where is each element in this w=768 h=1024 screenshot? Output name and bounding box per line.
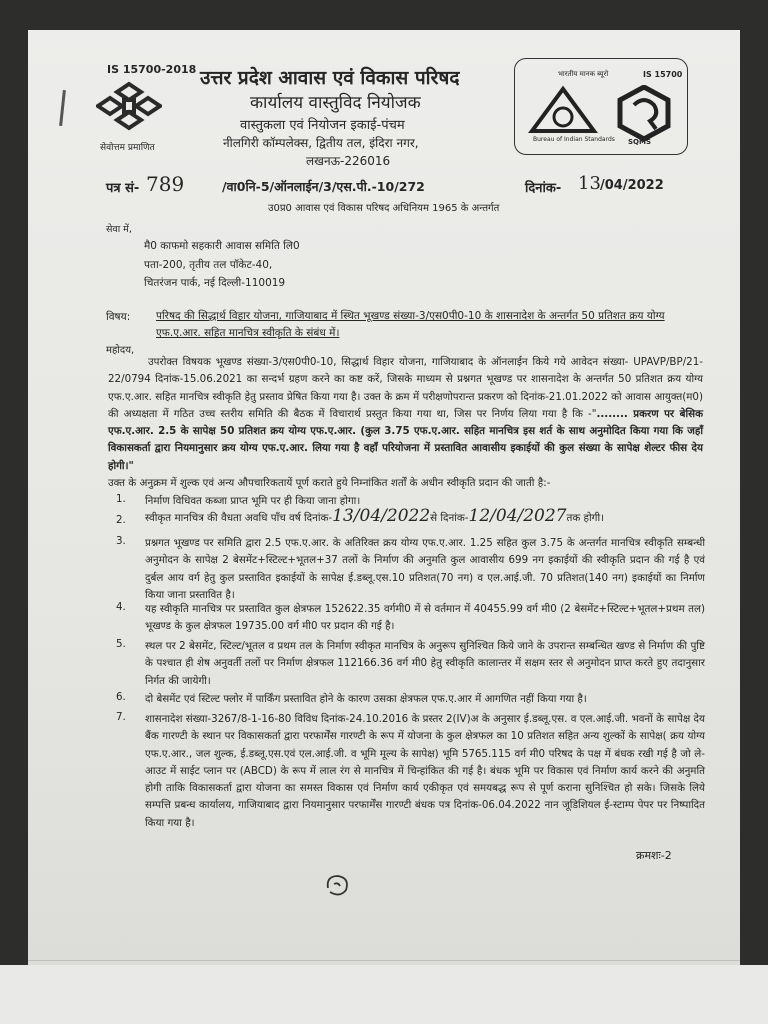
item-number: 6. bbox=[116, 691, 126, 703]
validity-text: तक होगी। bbox=[566, 512, 605, 524]
handwritten-start-date: 13/04/2022 bbox=[332, 506, 431, 526]
condition-item: शासनादेश संख्या-3267/8-1-16-80 विविध दिनांक-24.10.2016 के प्रस्तर 2(IV)अ के अनुसार ई.डब्लू.एस. व एल.आई.जी. भवनों के सापेक्ष देय बैंक गारण्टी के स्थान पर विकासकर्ता द्वारा परफार्मेंस गारण्टी के रूप में योजना के कुल क्षेत्रफल का 10 प्रतिशत सहित अन्य शुल्कों के सापेक्ष( क्रय योग्य एफ.ए.आर., जल शुल्क, ई.डब्लू.एस.एवं एल.आई.जी. व भूमि मूल्य के सापेक्ष) भूमि 5765.115 वर्ग मी0 परिषद के पक्ष में बंधक रखी गई है जो ले-आउट में साईट प्लान पर (ABCD) के रूप में लाल रंग से मानचित्र में चिन्हांकित की गई है। बंधक भूमि पर विकास एवं निर्माण कार्य करने की अनुमति होगी ताकि विकासकर्ता द्वारा योजना का समस्त विकास एवं निर्माण कार्य एकीकृत एवं समयबद्ध रूप से पूर्ण कराना सुनिश्चित हो सके। जिसके लिये सम्पत्ति प्रबन्ध कार्यालय, गाजियाबाद द्वारा नियमानुसार परफार्मेंस गारण्टी बंधक पत्र दिनांक-06.04.2022 नान जूडिशियल ई-स्टाम्प पेपर पर निष्पादित किया गया है। bbox=[145, 713, 705, 829]
condition-item: स्थल पर 2 बेसमेंट, स्टिल्ट/भूतल व प्रथम तल के निर्माण स्वीकृत मानचित्र के अनुरूप सुनिश्चित किये जाने के उपरान्त सम्बन्धित खण्ड से निर्माण की पुष्टि के पश्चात ही शेष अनुवर्ती तलों पर निर्माण क्षेत्रफल 112166.36 वर्ग मी0 हेतु स्वीकृति कालान्तर में सक्षम स्तर से अनुमोदन प्राप्त करते हुए तदानुसार निर्गत की जायेगी। bbox=[145, 640, 705, 687]
date-month-year: /04/2022 bbox=[600, 178, 664, 193]
reference-number: 789 bbox=[146, 172, 185, 196]
iso-certification-label: IS 15700-2018 bbox=[107, 63, 197, 76]
handwritten-end-date: 12/04/2027 bbox=[468, 506, 567, 526]
addressee-line: चितरंजन पार्क, नई दिल्ली-110019 bbox=[144, 277, 286, 289]
validity-text: स्वीकृत मानचित्र की वैधता अवधि पाँच वर्ष दिनांक- bbox=[145, 512, 333, 524]
sevottam-caption: सेवोत्तम प्रमाणित bbox=[100, 143, 155, 153]
office-address: नीलगिरी कॉम्पलेक्स, द्वितीय तल, इंदिरा नगर, bbox=[223, 136, 419, 150]
item-number: 2. bbox=[116, 514, 126, 526]
condition-item: यह स्वीकृति मानचित्र पर प्रस्तावित कुल क्षेत्रफल 152622.35 वर्गमी0 में से वर्तमान में 40455.99 वर्ग मी0 (2 बेसमेंट+स्टिल्ट+भूतल+प्रथम तल) भूखण्ड के कुल क्षेत्रफल 19735.00 वर्ग मी0 पर प्रदान की गई है। bbox=[145, 603, 705, 633]
item-number: 3. bbox=[116, 535, 126, 547]
item-number: 7. bbox=[116, 711, 126, 723]
condition-item-validity bbox=[145, 508, 705, 527]
reference-code: /वा0नि-5/ऑनलाईन/3/एस.पी.-10/272 bbox=[222, 179, 425, 194]
unit-name: वास्तुकला एवं नियोजन इकाई-पंचम bbox=[240, 118, 405, 133]
salutation: महोदय, bbox=[106, 345, 135, 356]
bis-standard-label: IS 15700 bbox=[643, 70, 683, 79]
conditions-intro: उक्त के अनुक्रम में शुल्क एवं अन्य औपचारिकतायें पूर्ण कराते हुये निम्नांकित शर्तों के अधीन स्वीकृति प्रदान की जाती है:- bbox=[108, 477, 551, 489]
avas-vikas-logo-icon bbox=[96, 78, 162, 138]
condition-item: प्रश्नगत भूखण्ड पर समिति द्वारा 2.5 एफ.ए.आर. के अतिरिक्त क्रय योग्य एफ.ए.आर. 1.25 सहित कुल 3.75 के अन्तर्गत मानचित्र स्वीकृति सम्बन्धी अनुमोदन के सापेक्ष 2 बेसमेंट+स्टिल्ट+भूतल+37 तलों के निर्माण की अनुमति कुल आवासीय 699 नग इकाईयों की स्वीकृति प्रदान की गई है एवं दुर्बल आय वर्ग हेतु कुल प्रस्तावित इकाईयों के सापेक्ष ई.डब्लू.एस.10 प्रतिशत(70 नग) व एल.आई.जी. 70 प्रतिशत(140 नग) इकाईयों का निर्माण किया जाना प्रस्तावित है। bbox=[145, 537, 705, 601]
item-number: 4. bbox=[116, 601, 126, 613]
bis-hindi-label: भारतीय मानक ब्यूरो bbox=[558, 70, 609, 78]
addressee-salutation: सेवा में, bbox=[106, 224, 132, 235]
condition-item: निर्माण विधिवत कब्जा प्राप्त भूमि पर ही किया जाना होगा। bbox=[145, 495, 361, 507]
sqms-logo-icon bbox=[616, 85, 672, 143]
reference-label: पत्र सं- bbox=[106, 181, 140, 196]
date-label: दिनांक- bbox=[525, 181, 562, 196]
scan-bottom-margin bbox=[0, 965, 768, 1024]
sqms-caption: SQMS bbox=[628, 138, 651, 146]
office-city: लखनऊ-226016 bbox=[306, 154, 391, 168]
organization-title: उत्तर प्रदेश आवास एवं विकास परिषद bbox=[200, 67, 460, 89]
committee-decision-text: ........ प्रकरण पर बेसिक एफ.ए.आर. 2.5 के सापेक्ष 50 प्रतिशत क्रय योग्य एफ.ए.आर. (कुल 3.75 एफ.ए.आर. सहित मानचित्र इस शर्त के साथ अनुमोदित किया गया कि जहाँ विकासकर्ता द्वारा नियमानुसार क्रय योग्य एफ.ए.आर. लिया गया है वहाँ परियोजना में प्रस्तावित आवासीय इकाईयों की कुल संख्या के सापेक्ष शेल्टर फीस देय होगी।" bbox=[108, 407, 704, 472]
condition-item: दो बेसमेंट एवं स्टिल्ट फ्लोर में पार्किंग प्रस्तावित होने के कारण उसका क्षेत्रफल एफ.ए.आर में आगणित नहीं किया गया है। bbox=[145, 693, 587, 705]
item-number: 1. bbox=[116, 493, 126, 505]
date-day-handwritten: 13 bbox=[578, 173, 601, 194]
signature-initial-icon bbox=[320, 870, 354, 900]
addressee-line: मै0 काफमो सहकारी आवास समिति लि0 bbox=[144, 240, 300, 252]
act-reference: उ0प्र0 आवास एवं विकास परिषद अधिनियम 1965 के अन्तर्गत bbox=[268, 203, 500, 214]
bis-logo-icon bbox=[528, 85, 598, 135]
bis-caption: Bureau of Indian Standards bbox=[533, 136, 615, 143]
office-name: कार्यालय वास्तुविद नियोजक bbox=[250, 93, 421, 113]
subject-text: परिषद की सिद्धार्थ विहार योजना, गाजियाबाद में स्थित भूखण्ड संख्या-3/एस0पी0-10 के शासनादेश के अन्तर्गत 50 प्रतिशत क्रय योग्य एफ.ए.आर. सहित मानचित्र स्वीकृति के संबंध में। bbox=[156, 310, 665, 339]
pen-mark bbox=[59, 90, 66, 126]
validity-text: से दिनांक- bbox=[430, 512, 469, 524]
continued-label: क्रमशः-2 bbox=[636, 849, 672, 862]
body-paragraph-text: उपरोक्त विषयक भूखण्ड संख्या-3/एस0पी0-10, सिद्धार्थ विहार योजना, गाजियाबाद के ऑनलाईन किये गये आवेदन संख्या- UPAVP/BP/21-22/0794 दिनांक-15.06.2021 का सन्दर्भ ग्रहण करने का कष्ट करें, जिसके माध्यम से प्रश्नगत भूखण्ड पर शासनादेश के अन्तर्गत 50 प्रतिशत क्रय योग्य एफ.ए.आर. सहित मानचित्र स्वीकृति हेतु प्रस्ताव प्रेषित किया गया है। उक्त के क्रम में परीक्षणोपरान्त प्रकरण को दिनांक-21.01.2022 को आवास आयुक्त(म0) की अध्यक्षता में गठित उच्च स्तरीय समिति की बैठक में विचारार्थ प्रस्तुत किया गया था, जिस पर निर्णय लिया गया है कि -" bbox=[108, 356, 703, 420]
page-edge-divider bbox=[28, 960, 740, 961]
letter-page bbox=[28, 30, 740, 965]
addressee-line: पता-200, तृतीय तल पॉकेट-40, bbox=[144, 259, 273, 271]
subject-label: विषय: bbox=[106, 311, 131, 323]
body-paragraph bbox=[108, 354, 703, 475]
item-number: 5. bbox=[116, 638, 126, 650]
